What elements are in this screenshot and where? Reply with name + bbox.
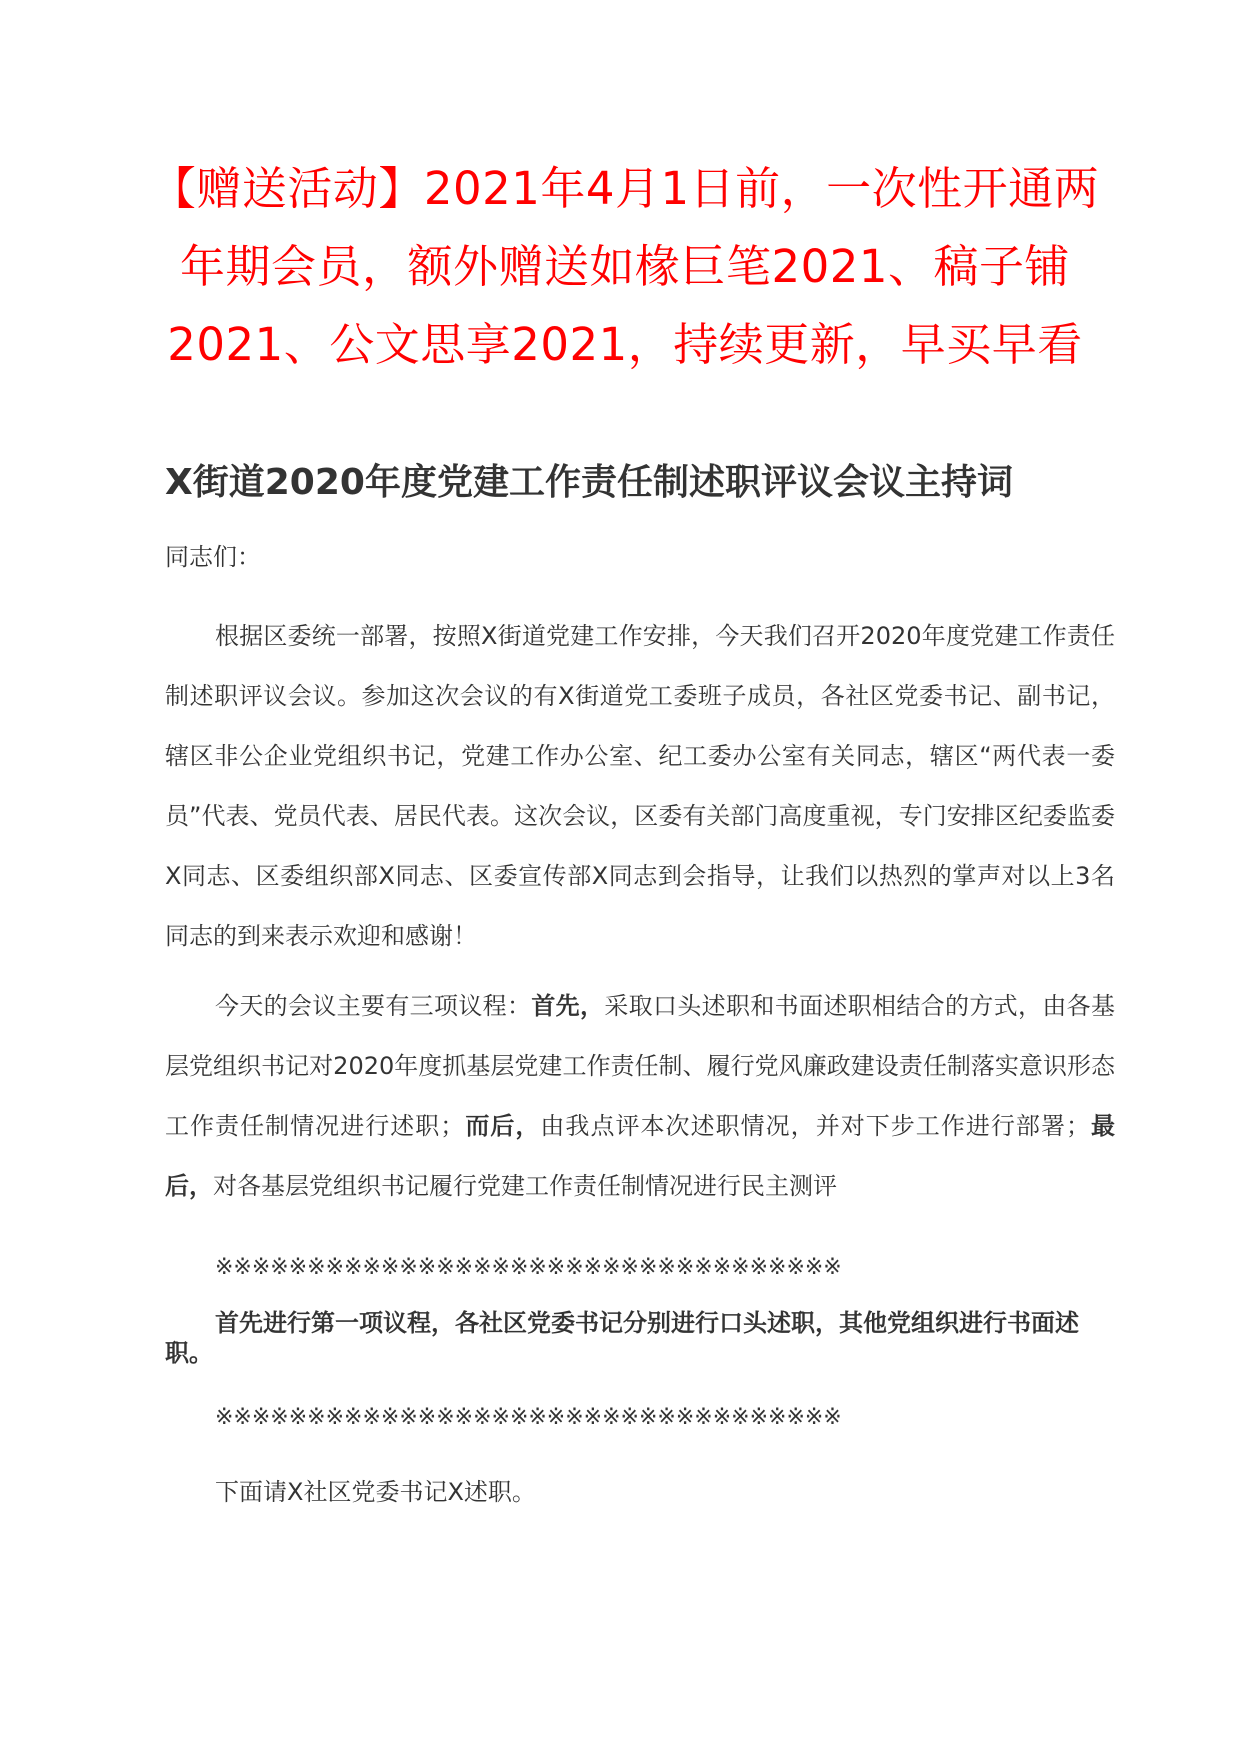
promo-banner: 【赠送活动】2021年4月1日前，一次性开通两年期会员，额外赠送如椽巨笔2021、稿子铺2021、公文思享2021，持续更新，早买早看 bbox=[150, 162, 1100, 371]
separator-line: ※※※※※※※※※※※※※※※※※※※※※※※※※※※※※※※※※※ bbox=[215, 1255, 842, 1280]
agenda-last-label: 最后， bbox=[165, 1112, 1116, 1200]
agenda-then-text: 由我点评本次述职情况，并对下步工作进行部署； bbox=[540, 1112, 1090, 1140]
separator-line: ※※※※※※※※※※※※※※※※※※※※※※※※※※※※※※※※※※ bbox=[215, 1405, 842, 1430]
bold-instruction: 首先进行第一项议程，各社区党委书记分别进行口头述职，其他党组织进行书面述职。 bbox=[165, 1309, 1079, 1367]
paragraph-agenda bbox=[165, 976, 1115, 1216]
closing-line: 下面请X社区党委书记X述职。 bbox=[215, 1478, 536, 1506]
salutation: 同志们： bbox=[165, 543, 261, 571]
document-title: X街道2020年度党建工作责任制述职评议会议主持词 bbox=[165, 462, 1013, 503]
agenda-first-text: 采取口头述职和书面述职相结合的方式，由各基层党组织书记对2020年度抓基层党建工作责任制、履行党风廉政建设责任制落实意识形态工作责任制情况进行述职； bbox=[165, 992, 1116, 1140]
paragraph-opening: 根据区委统一部署，按照X街道党建工作安排，今天我们召开2020年度党建工作责任制述职评议会议。参加这次会议的有X街道党工委班子成员，各社区党委书记、副书记，辖区非公企业党组织书记，党建工作办公室、纪工委办公室有关同志，辖区“两代表一委员”代表、党员代表、居民代表。这次会议，区委有关部门高度重视，专门安排区纪委监委X同志、区委组织部X同志、区委宣传部X同志到会指导，让我们以热烈的掌声对以上3名同志的到来表示欢迎和感谢！ bbox=[165, 622, 1115, 950]
agenda-then-label: 而后， bbox=[464, 1112, 541, 1140]
agenda-first-label: 首先， bbox=[531, 992, 605, 1020]
agenda-intro: 今天的会议主要有三项议程： bbox=[215, 992, 532, 1020]
agenda-last-text: 对各基层党组织书记履行党建工作责任制情况进行民主测评 bbox=[213, 1172, 837, 1200]
